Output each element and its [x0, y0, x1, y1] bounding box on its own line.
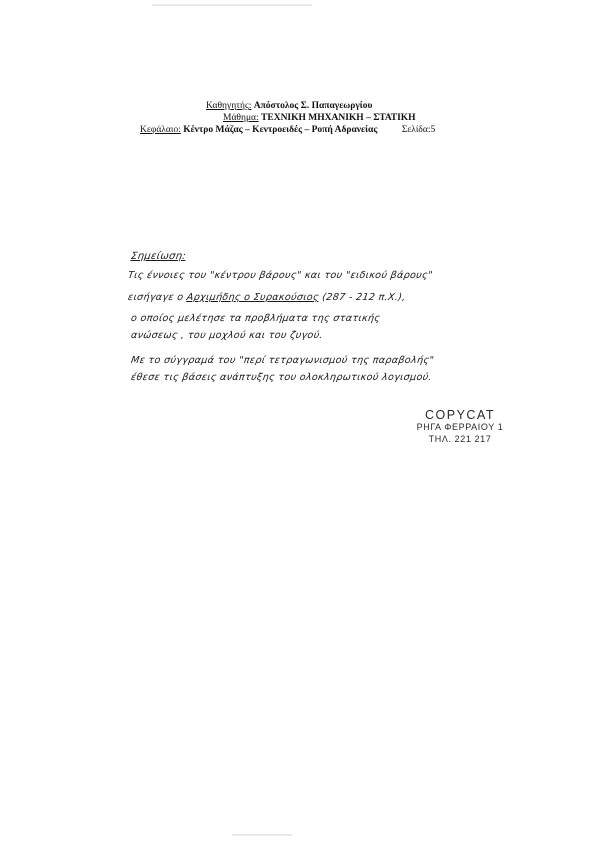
scan-mark: [152, 4, 312, 6]
teacher-name: Απόστολος Σ. Παπαγεωργίου: [253, 101, 373, 111]
chapter-name: Κέντρο Μάζας – Κεντροειδές – Ροπή Αδρανείας: [183, 125, 378, 135]
note-line: ανώσεως , του μοχλού και του ζυγού.: [130, 330, 324, 341]
stamp-phone: ΤΗΛ. 221 217: [428, 434, 492, 444]
stamp-address: ΡΗΓΑ ΦΕΡΡΑΙΟΥ 1: [416, 422, 504, 432]
teacher-line: [206, 100, 372, 112]
note-line-text: (287 - 212 π.Χ.),: [318, 292, 407, 303]
note-line: Τις έννοιες του "κέντρου βάρους" και του "ειδικού βάρους": [127, 270, 434, 281]
note-line-text: εισήγαγε ο: [127, 292, 188, 303]
course-name: ΤΕΧΝΙΚΗ ΜΗΧΑΝΙΚΗ – ΣΤΑΤΙΚΗ: [261, 113, 416, 123]
note-line: [127, 292, 406, 303]
note-line: Με το σύγγραμά του "περί τετραγωνισμού της παραβολής": [130, 355, 435, 366]
archimedes-name: Αρχιμήδης ο Συρακούσιος: [185, 292, 320, 303]
chapter-line: [140, 124, 435, 136]
page-number: Σελίδα:5: [401, 125, 436, 135]
scan-mark: [232, 834, 292, 836]
note-line: έθεσε τις βάσεις ανάπτυξης του ολοκληρωτικού λογισμού.: [130, 372, 433, 383]
teacher-label: Καθηγητής:: [206, 101, 252, 111]
chapter-label: Κεφάλαιο:: [140, 125, 181, 135]
stamp-name: COPYCAT: [425, 408, 495, 422]
course-label: Μάθημα:: [223, 113, 259, 123]
note-line: ο οποίος μελέτησε τα προβλήματα της στατικής: [130, 313, 381, 324]
course-line: [223, 112, 416, 124]
note-title: Σημείωση:: [130, 251, 187, 262]
